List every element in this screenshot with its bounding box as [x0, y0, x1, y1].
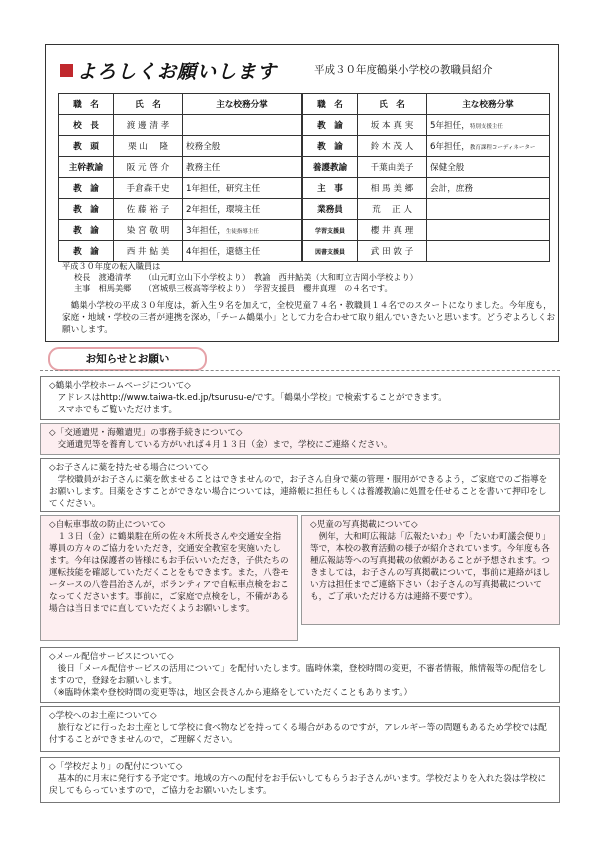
page-subtitle: 平成３０年度鶴巣小学校の教職員紹介 — [314, 64, 493, 76]
notice-kotsu-iji: ◇「交通遺児・海難遺児」の事務手続きについて◇ 交通遺児等を養育している方がいれば４月１３日（金）まで，学校にご連絡ください。 — [40, 423, 560, 455]
page-title: よろしくお願いします — [77, 61, 278, 83]
notice-souvenir: ◇学校へのお土産について◇ 旅行などに行ったお土産として学校に食べ物などを持ってくる場合があるのですが，アレルギー等の問題もあるため学校では配付することができませんので，ご理解ください。 — [40, 706, 560, 752]
table-row: 教 諭 鈴 木 茂 人 6年担任，教育課程コーディネーター — [303, 136, 550, 157]
staff-table-right — [302, 93, 550, 262]
staff-introduction-box — [45, 44, 559, 342]
table-row: 主幹教諭 阪 元 啓 介 教務主任 — [59, 157, 302, 178]
table-row: 業務員 荒 正 人 — [303, 199, 550, 220]
title-square-icon — [60, 64, 73, 77]
notice-photo-publication: ◇児童の写真掲載について◇ 例年，大和町広報誌「広報たいわ」や「たいわ町議会便り」等で，本校の教育活動の様子が紹介されています。今年度も各種広報誌等への写真掲載の依頼があることが予想されます。つきましては，お子さんの写真掲載について，事前に連絡がほしい方は担任までご連絡下さい（お子さんの写真掲載についても，ご了承いただける方は連絡不要です）。 — [301, 515, 560, 625]
table-row: 教 諭 坂 本 真 実 5年担任，特別支援主任 — [303, 115, 550, 136]
table-row: 教 諭 佐 藤 裕 子 2年担任，環境主任 — [59, 199, 302, 220]
table-row: 教 諭 西 井 鮎 美 4年担任，還德主任 — [59, 241, 302, 262]
header-name: 氏 名 — [114, 94, 183, 115]
transfer-staff-note: 平成３０年度の転入職員は 校長 渡邉清孝 （山元町立山下小学校より） 教諭 西井鮎美（大和町立吉岡小学校より） 主事 相馬美郷 （宮城県三桜高等学校より） 学習支援員 櫻井真理 の４名です。 — [62, 261, 418, 293]
header-name: 氏 名 — [358, 94, 427, 115]
staff-table-left — [58, 93, 302, 262]
notice-medicine: ◇お子さんに薬を持たせる場合について◇ 学校職員がお子さんに薬を飲ませることはできませんので，お子さん自身で薬の管理・服用ができるよう，ご家庭でのご指導をお願いします。目薬をさすことができない場合については，連絡帳に担任もしくは養護教諭に処置を任せることを書いて押印をしてください。 — [40, 458, 560, 512]
header-duty: 主な校務分掌 — [427, 94, 550, 115]
title-line — [60, 57, 277, 84]
header-role: 職 名 — [303, 94, 358, 115]
header-role: 職 名 — [59, 94, 114, 115]
table-row: 教 頭 栗 山 隆 校務全般 — [59, 136, 302, 157]
table-row: 学習支援員 櫻 井 真 理 — [303, 220, 550, 241]
table-row: 図書支援員 武 田 敦 子 — [303, 241, 550, 262]
table-row: 教 諭 手倉森千史 1年担任，研究主任 — [59, 178, 302, 199]
notice-bicycle-safety: ◇自転車事故の防止について◇ １３日（金）に鶴巣駐在所の佐々木所長さんや交通安全指導員の方々のご協力をいただき，交通安全教室を実施いたします。今年は保護者の皆様にもお手伝いいただき，子供たちの運転技能を確認していただくことをもできます。また，八巻モータースの八巻昌治さんが，ボランティアで自転車点検をおこなってくださいます。事前に，ご家庭で点検をし，不備がある場合は当日までに直していただくようお願いします。 — [40, 515, 298, 641]
notice-school-newsletter: ◇「学校だより」の配付について◇ 基本的に月末に発行する予定です。地域の方への配付をお手伝いしてもらうお子さんがいます。学校だよりを入れた袋は学校に戻してもらっていますので，ご協力をお願いいたします。 — [40, 757, 560, 803]
table-row: 校 長 渡 邊 清 孝 — [59, 115, 302, 136]
notice-banner: お知らせとお願い — [48, 347, 207, 371]
header-duty: 主な校務分掌 — [183, 94, 302, 115]
notice-homepage: ◇鶴巣小学校ホームページについて◇ アドレスはhttp://www.taiwa-tk.ed.jp/tsurusu-e/です。「鶴巣小学校」で検索することができます。 スマホでもご覧いただけます。 — [40, 376, 560, 420]
table-row: 主 事 相 馬 美 郷 会計，庶務 — [303, 178, 550, 199]
table-row: 教 諭 染 宮 敬 明 3年担任，生徒指導主任 — [59, 220, 302, 241]
notice-mail-service: ◇メール配信サービスについて◇ 後日「メール配信サービスの活用について」を配付いたします。臨時休業，登校時間の変更，不審者情報，熊情報等の配信をしますので，登録をお願いします。 （※臨時休業や登校時間の変更等は，地区会長さんから連絡をしていただくこともあります。） — [40, 647, 560, 703]
divider — [40, 370, 560, 371]
table-row: 養護教諭 千葉由美子 保健全般 — [303, 157, 550, 178]
closing-message: 鶴巣小学校の平成３０年度は，新入生９名を加えて，全校児童７４名・教職員１４名でのスタートになりました。今年度も，家庭・地域・学校の三者が連携を深め，「チーム鶴巣小」として力を合わせて取り組んでいきたいと思います。どうぞよろしくお願いします。 — [62, 301, 556, 335]
